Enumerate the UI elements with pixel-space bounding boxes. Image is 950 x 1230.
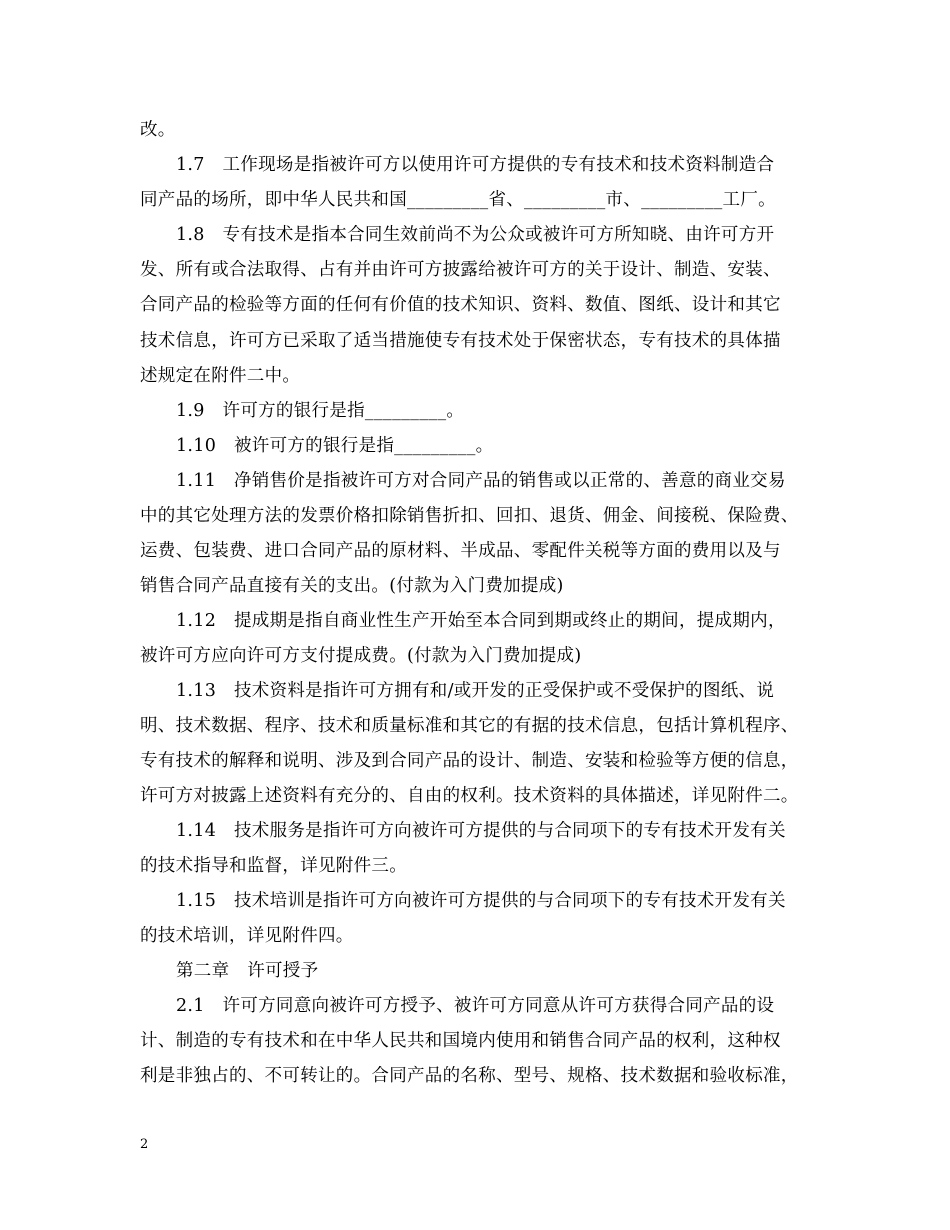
clause-1-10: 1.10 被许可方的银行是指_________。 [176,436,494,456]
text-line: 的技术指导和监督，详见附件三。 [140,856,407,876]
text-line: 合同产品的检验等方面的任何有价值的技术知识、资料、数值、图纸、设计和其它 [140,295,781,315]
clause-1-11: 1.11 净销售价是指被许可方对合同产品的销售或以正常的、善意的商业交易 [176,471,786,491]
clause-1-13: 1.13 技术资料是指许可方拥有和/或开发的正受保护或不受保护的图纸、说 [176,681,775,701]
clause-1-9: 1.9 许可方的银行是指_________。 [176,401,465,421]
text-line: 中的其它处理方法的发票价格扣除销售折扣、回扣、退货、佣金、间接税、保险费、 [140,506,799,526]
clause-1-12: 1.12 提成期是指自商业性生产开始至本合同到期或终止的期间，提成期内， [176,611,786,631]
text-line: 专有技术的解释和说明、涉及到合同产品的设计、制造、安装和检验等方便的信息， [140,751,799,771]
chapter-heading: 第二章 许可授予 [176,961,319,981]
clause-2-1: 2.1 许可方同意向被许可方授予、被许可方同意从许可方获得合同产品的设 [176,996,775,1016]
text-line: 明、技术数据、程序、技术和质量标准和其它的有据的技术信息，包括计算机程序、 [140,716,799,736]
clause-1-15: 1.15 技术培训是指许可方向被许可方提供的与合同项下的专有技术开发有关 [176,891,786,911]
text-line: 发、所有或合法取得、占有并由许可方披露给被许可方的关于设计、制造、安装、 [140,260,781,280]
clause-1-7: 1.7 工作现场是指被许可方以使用许可方提供的专有技术和技术资料制造合 [176,155,775,175]
clause-1-14: 1.14 技术服务是指许可方向被许可方提供的与合同项下的专有技术开发有关 [176,821,786,841]
text-line: 利是非独占的、不可转让的。合同产品的名称、型号、规格、技术数据和验收标准， [140,1066,799,1086]
text-line: 的技术培训，详见附件四。 [140,926,354,946]
text-line: 技术信息，许可方已采取了适当措施使专有技术处于保密状态，专有技术的具体描 [140,331,781,351]
text-line: 被许可方应向许可方支付提成费。(付款为入门费加提成) [140,646,582,666]
text-line: 许可方对披露上述资料有充分的、自由的权利。技术资料的具体描述，详见附件二。 [140,786,799,806]
text-line: 同产品的场所，即中华人民共和国_________省、_________市、_________工厂。 [140,190,776,210]
text-line: 改。 [140,120,176,140]
page-number: 2 [140,1137,149,1152]
text-line: 计、制造的专有技术和在中华人民共和国境内使用和销售合同产品的权利，这种权 [140,1031,781,1051]
text-line: 销售合同产品直接有关的支出。(付款为入门费加提成) [140,576,564,596]
text-line: 运费、包装费、进口合同产品的原材料、半成品、零配件关税等方面的费用以及与 [140,541,781,561]
text-line: 述规定在附件二中。 [140,366,301,386]
clause-1-8: 1.8 专有技术是指本合同生效前尚不为公众或被许可方所知晓、由许可方开 [176,225,775,245]
